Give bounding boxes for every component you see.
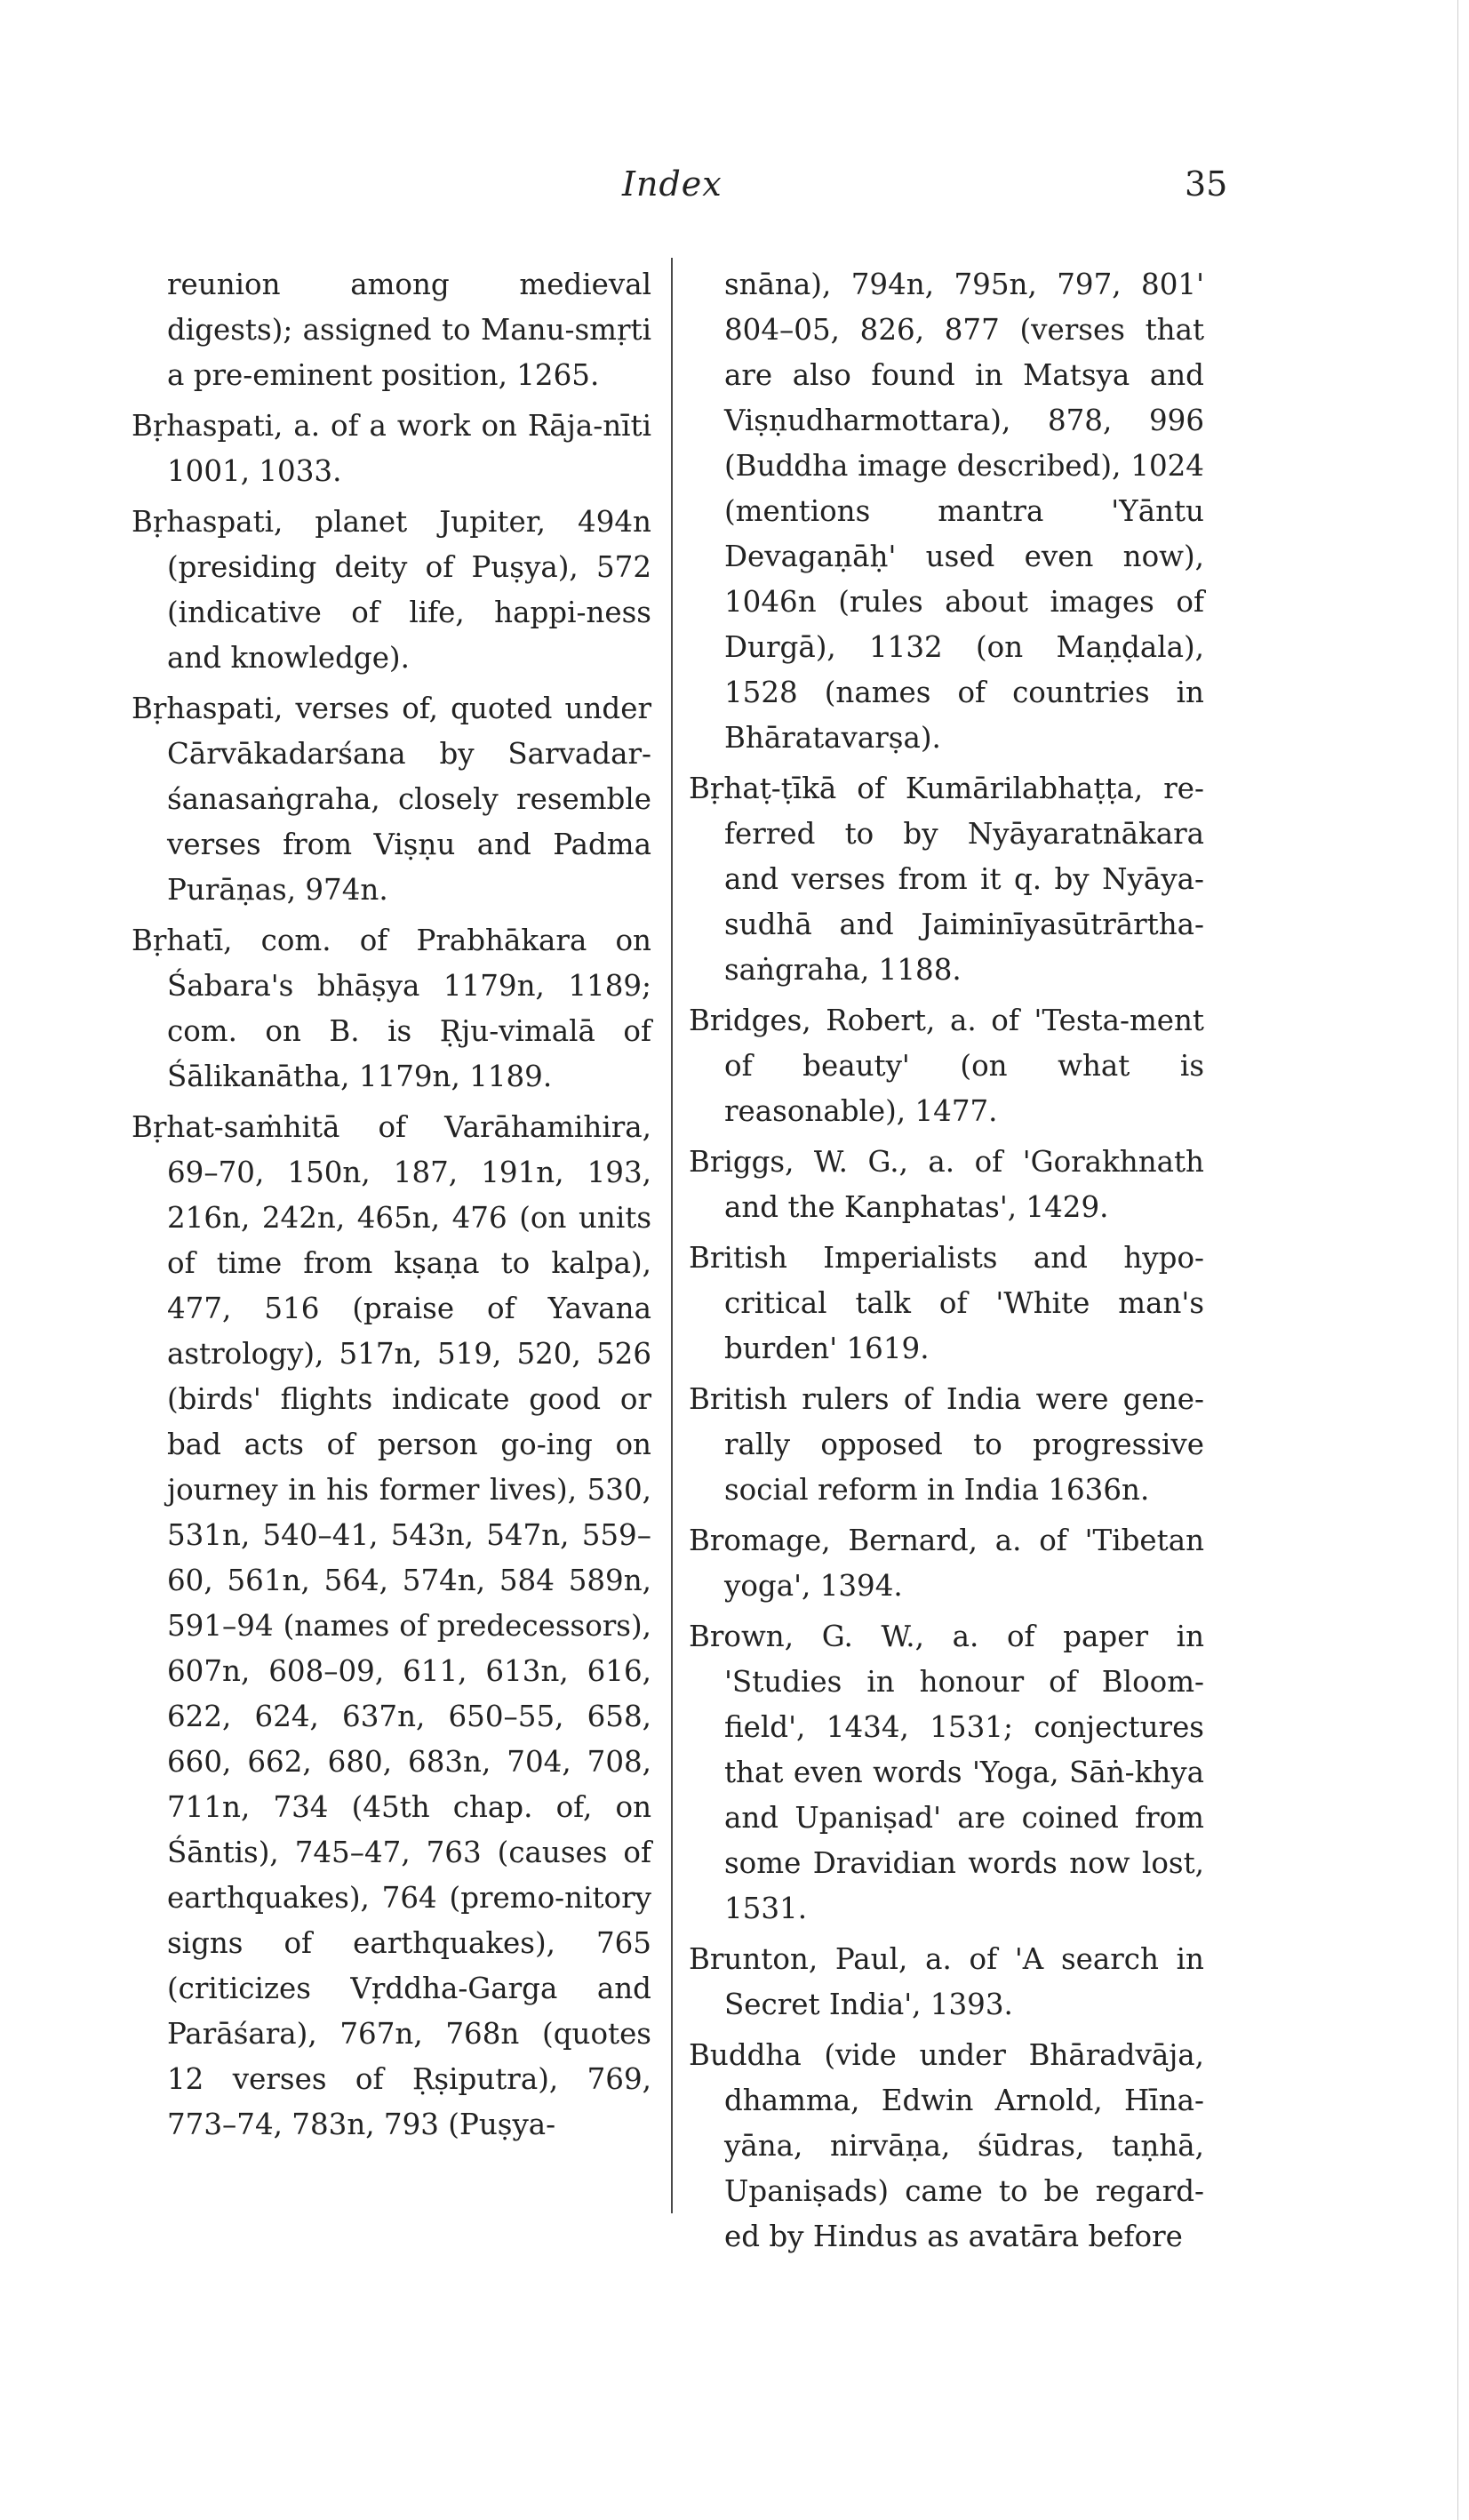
index-entry: snāna), 794n, 795n, 797, 801' 804–05, 826, 877 (verses that are also found in Matsya and Viṣṇudharmottara), 878, 996 (Buddha image described), 1024 (mentions mantra 'Yāntu Devagaṇāḥ' used even now), 1046n (rules about images of Durgā), 1132 (on Maṇḍala), 1528 (names of countries in Bhāratavarṣa). (724, 268, 1204, 755)
index-entry: Bṛhatī, com. of Prabhākara on Śabara's bhāṣya 1179n, 1189; com. on B. is Ṛju-vimalā of Śālikanātha, 1179n, 1189. (132, 924, 651, 1093)
index-entry: Bṛhaspati, verses of, quoted under Cārvākadarśana by Sarvadar-śanasaṅgraha, closely resemble verses from Viṣṇu and Padma Purāṇas, 974n. (132, 692, 651, 907)
index-entry: Brown, G. W., a. of paper in 'Studies in honour of Bloom-field', 1434, 1531; conjectures that even words 'Yoga, Sāṅ-khya and Upaniṣad' are coined from some Dravidian words now lost, 1531. (689, 1620, 1204, 1925)
running-title: Index (622, 164, 723, 204)
index-entry: British Imperialists and hypo-critical talk of 'White man's burden' 1619. (689, 1241, 1204, 1365)
index-entry: Bṛhat-saṁhitā of Varāhamihira, 69–70, 150n, 187, 191n, 193, 216n, 242n, 465n, 476 (on units of time from kṣaṇa to kalpa), 477, 516 (praise of Yavana astrology), 517n, 519, 520, 526 (birds' flights indicate good or bad acts of person go-ing on journey in his former lives), 530, 531n, 540–41, 543n, 547n, 559–60, 561n, 564, 574n, 584 589n, 591–94 (names of predecessors), 607n, 608–09, 611, 613n, 616, 622, 624, 637n, 650–55, 658, 660, 662, 680, 683n, 704, 708, 711n, 734 (45th chap. of, on Śāntis), 745–47, 763 (causes of earthquakes), 764 (premo-nitory signs of earthquakes), 765 (criticizes Vṛddha-Garga and Parāśara), 767n, 768n (quotes 12 verses of Ṛṣiputra), 769, 773–74, 783n, 793 (Puṣya- (132, 1110, 651, 2141)
index-entry: Bṛhaṭ-ṭīkā of Kumārilabhaṭṭa, re-ferred to by Nyāyaratnākara and verses from it q. by Nyāya-sudhā and Jaiminīyasūtrārtha-saṅgraha, 1188. (689, 772, 1204, 987)
index-entry: Buddha (vide under Bhāradvāja, dhamma, Edwin Arnold, Hīna-yāna, nirvāṇa, śūdras, taṇhā, Upaniṣads) came to be regard-ed by Hindus as avatāra before (689, 2038, 1204, 2253)
index-entry: Bṛhaspati, a. of a work on Rāja-nīti 1001, 1033. (132, 409, 651, 488)
column-divider (671, 258, 673, 2213)
index-entry: Brunton, Paul, a. of 'A search in Secret India', 1393. (689, 1942, 1204, 2021)
index-entry: reunion among medieval digests); assigned to Manu-smṛti a pre-eminent position, 1265. (167, 268, 651, 392)
index-entry: British rulers of India were gene-rally opposed to progressive social reform in India 1636n. (689, 1382, 1204, 1507)
page-edge-rule (1457, 0, 1458, 2520)
index-column-left (132, 262, 651, 2153)
index-entry: Bromage, Bernard, a. of 'Tibetan yoga', 1394. (689, 1524, 1204, 1603)
index-entry: Bridges, Robert, a. of 'Testa-ment of beauty' (on what is reasonable), 1477. (689, 1004, 1204, 1128)
index-column-right (689, 262, 1204, 2265)
index-entry: Briggs, W. G., a. of 'Gorakhnath and the Kanphatas', 1429. (689, 1145, 1204, 1224)
page-number: 35 (1185, 164, 1228, 204)
page-header (0, 164, 1469, 218)
index-entry: Bṛhaspati, planet Jupiter, 494n (presiding deity of Puṣya), 572 (indicative of life, happi-ness and knowledge). (132, 505, 651, 675)
